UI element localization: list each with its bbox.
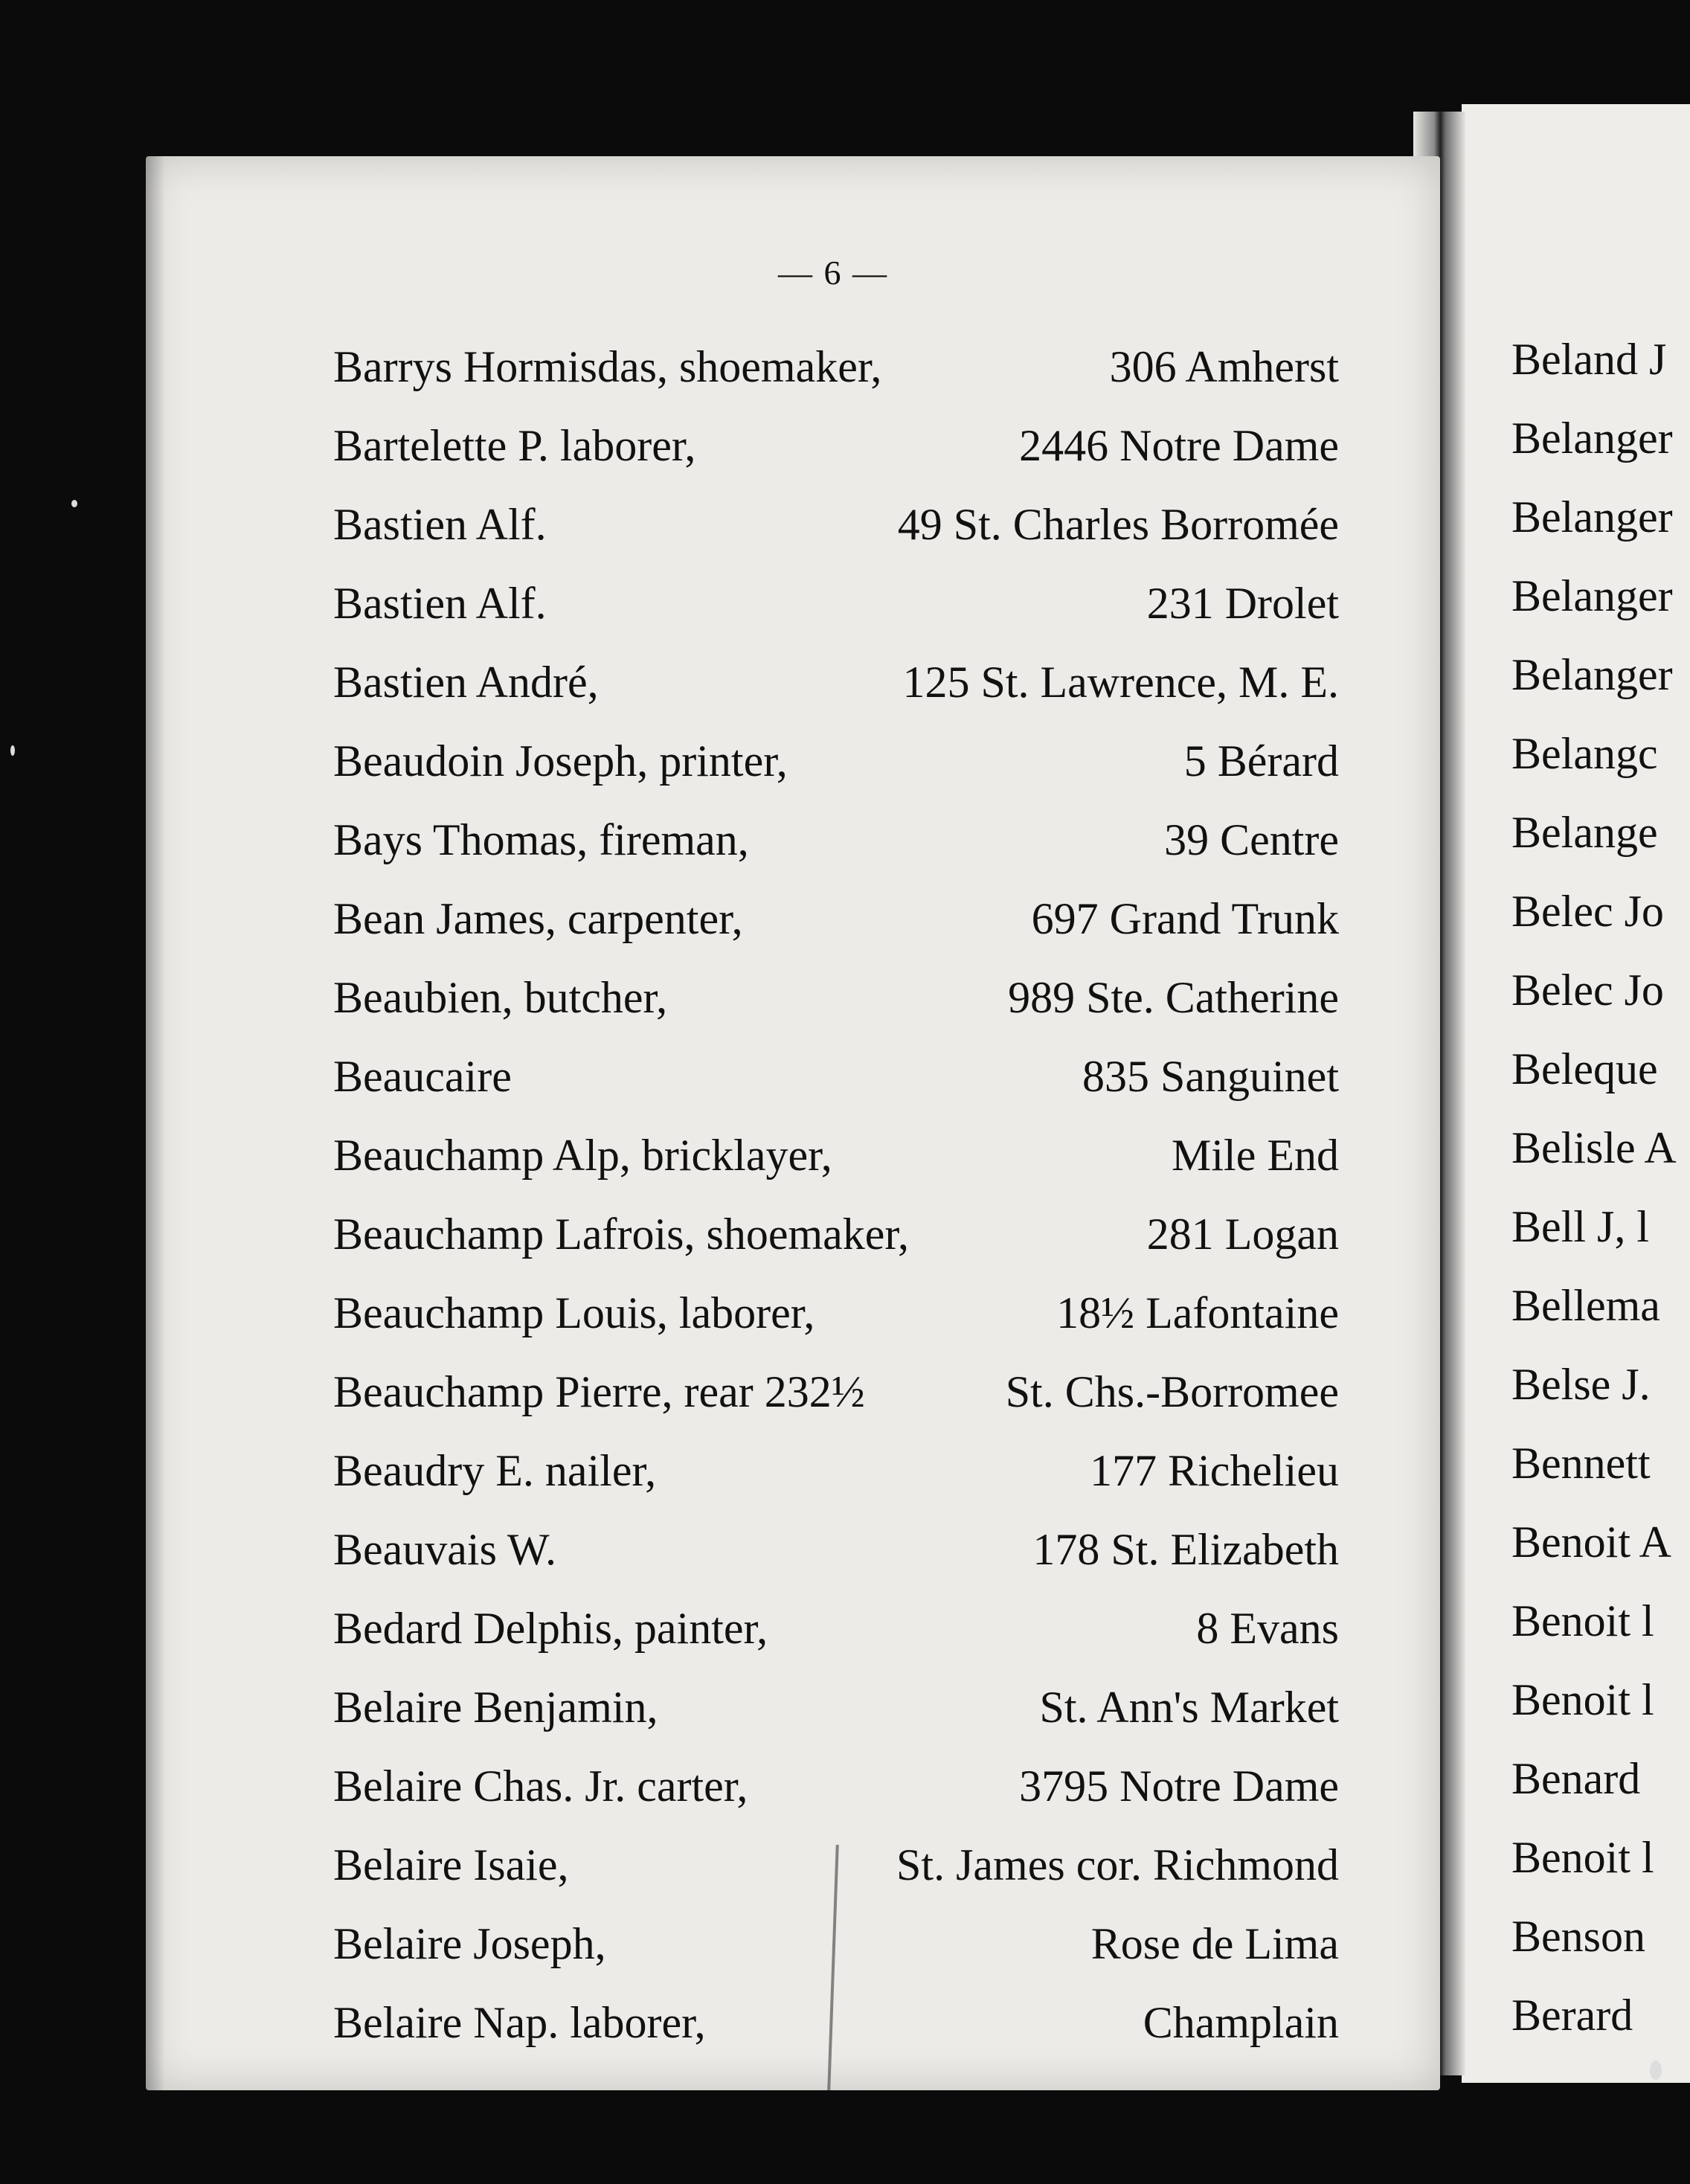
entry-name: Belaire Nap. laborer, xyxy=(333,1998,706,2047)
facing-page-entries xyxy=(1511,320,1690,2055)
entry-address: 835 Sanguinet xyxy=(1082,1052,1339,1101)
facing-entry: Benoit l xyxy=(1511,1675,1654,1724)
directory-entry xyxy=(333,722,1339,800)
entry-name: Bastien André, xyxy=(333,658,599,707)
entry-address: 177 Richelieu xyxy=(1090,1446,1339,1495)
entry-name: Bean James, carpenter, xyxy=(333,894,743,943)
entry-name: Bays Thomas, fireman, xyxy=(333,815,749,864)
facing-entry: Belangc xyxy=(1511,729,1658,778)
scan-speck xyxy=(71,500,77,507)
entry-name: Bedard Delphis, painter, xyxy=(333,1604,768,1653)
entry-name: Beaudry E. nailer, xyxy=(333,1446,657,1495)
entry-address: 3795 Notre Dame xyxy=(1019,1761,1339,1811)
facing-entry: Benoit l xyxy=(1511,1833,1654,1882)
entry-address: St. Chs.-Borromee xyxy=(1005,1367,1339,1416)
entry-address: 281 Logan xyxy=(1146,1210,1339,1259)
entry-name: Belaire Chas. Jr. carter, xyxy=(333,1761,748,1811)
facing-entry: Belse J. xyxy=(1511,1360,1651,1409)
directory-entry xyxy=(333,1352,1339,1431)
entry-name: Bartelette P. laborer, xyxy=(333,421,696,470)
entry-address: St. James cor. Richmond xyxy=(896,1840,1339,1889)
directory-entry xyxy=(333,958,1339,1037)
entry-address: 49 St. Charles Borromée xyxy=(897,500,1339,549)
facing-entry: Bell J, l xyxy=(1511,1202,1650,1251)
entry-address: 5 Bérard xyxy=(1183,736,1339,786)
facing-entry: Bennett xyxy=(1511,1439,1651,1488)
directory-entry xyxy=(333,1037,1339,1116)
facing-entry: Beleque xyxy=(1511,1044,1658,1093)
entry-address: 18½ Lafontaine xyxy=(1056,1288,1339,1337)
entry-address: St. Ann's Market xyxy=(1039,1683,1339,1732)
scan-speck xyxy=(10,745,15,756)
directory-entry xyxy=(333,1431,1339,1510)
entry-name: Barrys Hormisdas, shoemaker, xyxy=(333,342,882,391)
entry-address: 2446 Notre Dame xyxy=(1019,421,1339,470)
directory-entry xyxy=(333,1195,1339,1274)
facing-entry: Belanger xyxy=(1511,414,1673,463)
facing-entry: Belanger xyxy=(1511,571,1673,620)
directory-entry xyxy=(333,564,1339,643)
directory-entry xyxy=(333,1983,1339,2062)
entry-address: Champlain xyxy=(1143,1998,1339,2047)
directory-entry xyxy=(333,879,1339,958)
entry-address: 8 Evans xyxy=(1196,1604,1339,1653)
entry-address: Rose de Lima xyxy=(1090,1919,1339,1968)
entry-name: Beaucaire xyxy=(333,1052,512,1101)
directory-entry xyxy=(333,327,1339,406)
directory-entry xyxy=(333,1589,1339,1668)
entry-name: Bastien Alf. xyxy=(333,579,547,628)
directory-entry xyxy=(333,485,1339,564)
directory-entry xyxy=(333,1116,1339,1195)
facing-entry: Belec Jo xyxy=(1511,887,1664,936)
facing-entry: Belanger xyxy=(1511,492,1673,542)
entry-address: 39 Centre xyxy=(1164,815,1339,864)
facing-entry: Beland J xyxy=(1511,335,1667,384)
entry-name: Belaire Joseph, xyxy=(333,1919,606,1968)
directory-entries xyxy=(333,327,1339,2062)
directory-entry xyxy=(333,1904,1339,1983)
directory-entry xyxy=(333,406,1339,485)
entry-name: Bastien Alf. xyxy=(333,500,547,549)
facing-entry: Bellema xyxy=(1511,1281,1660,1330)
directory-entry xyxy=(333,1825,1339,1904)
entry-address: Mile End xyxy=(1172,1131,1339,1180)
entry-name: Beauvais W. xyxy=(333,1525,556,1574)
entry-name: Beauchamp Pierre, rear 232½ xyxy=(333,1367,865,1416)
entry-address: 178 St. Elizabeth xyxy=(1032,1525,1339,1574)
entry-name: Beauchamp Louis, laborer, xyxy=(333,1288,815,1337)
directory-entry xyxy=(333,1747,1339,1825)
directory-entry xyxy=(333,643,1339,722)
facing-entry: Belisle A xyxy=(1511,1123,1677,1172)
entry-address: 989 Ste. Catherine xyxy=(1008,973,1339,1022)
entry-name: Belaire Isaie, xyxy=(333,1840,569,1889)
facing-entry: Benoit A xyxy=(1511,1517,1672,1567)
entry-address: 697 Grand Trunk xyxy=(1031,894,1339,943)
entry-address: 231 Drolet xyxy=(1146,579,1339,628)
facing-entry: Benoit l xyxy=(1511,1596,1654,1645)
entry-name: Beaubien, butcher, xyxy=(333,973,668,1022)
entry-name: Beaudoin Joseph, printer, xyxy=(333,736,788,786)
facing-entry: Berard xyxy=(1511,1991,1633,2040)
directory-entry xyxy=(333,1274,1339,1352)
entry-name: Beauchamp Alp, bricklayer, xyxy=(333,1131,832,1180)
facing-entry: Benard xyxy=(1511,1754,1641,1803)
scan-speck xyxy=(1650,2061,1662,2080)
directory-entry xyxy=(333,800,1339,879)
facing-entry: Belanger xyxy=(1511,650,1673,699)
directory-entry xyxy=(333,1510,1339,1589)
entry-name: Belaire Benjamin, xyxy=(333,1683,658,1732)
entry-name: Beauchamp Lafrois, shoemaker, xyxy=(333,1210,909,1259)
entry-address: 306 Amherst xyxy=(1109,342,1339,391)
facing-entry: Belec Jo xyxy=(1511,966,1664,1015)
facing-entry: Benson xyxy=(1511,1912,1645,1961)
facing-entry: Belange xyxy=(1511,808,1658,857)
page-number: — 6 — xyxy=(778,254,888,292)
directory-entry xyxy=(333,1668,1339,1747)
entry-address: 125 St. Lawrence, M. E. xyxy=(902,658,1339,707)
